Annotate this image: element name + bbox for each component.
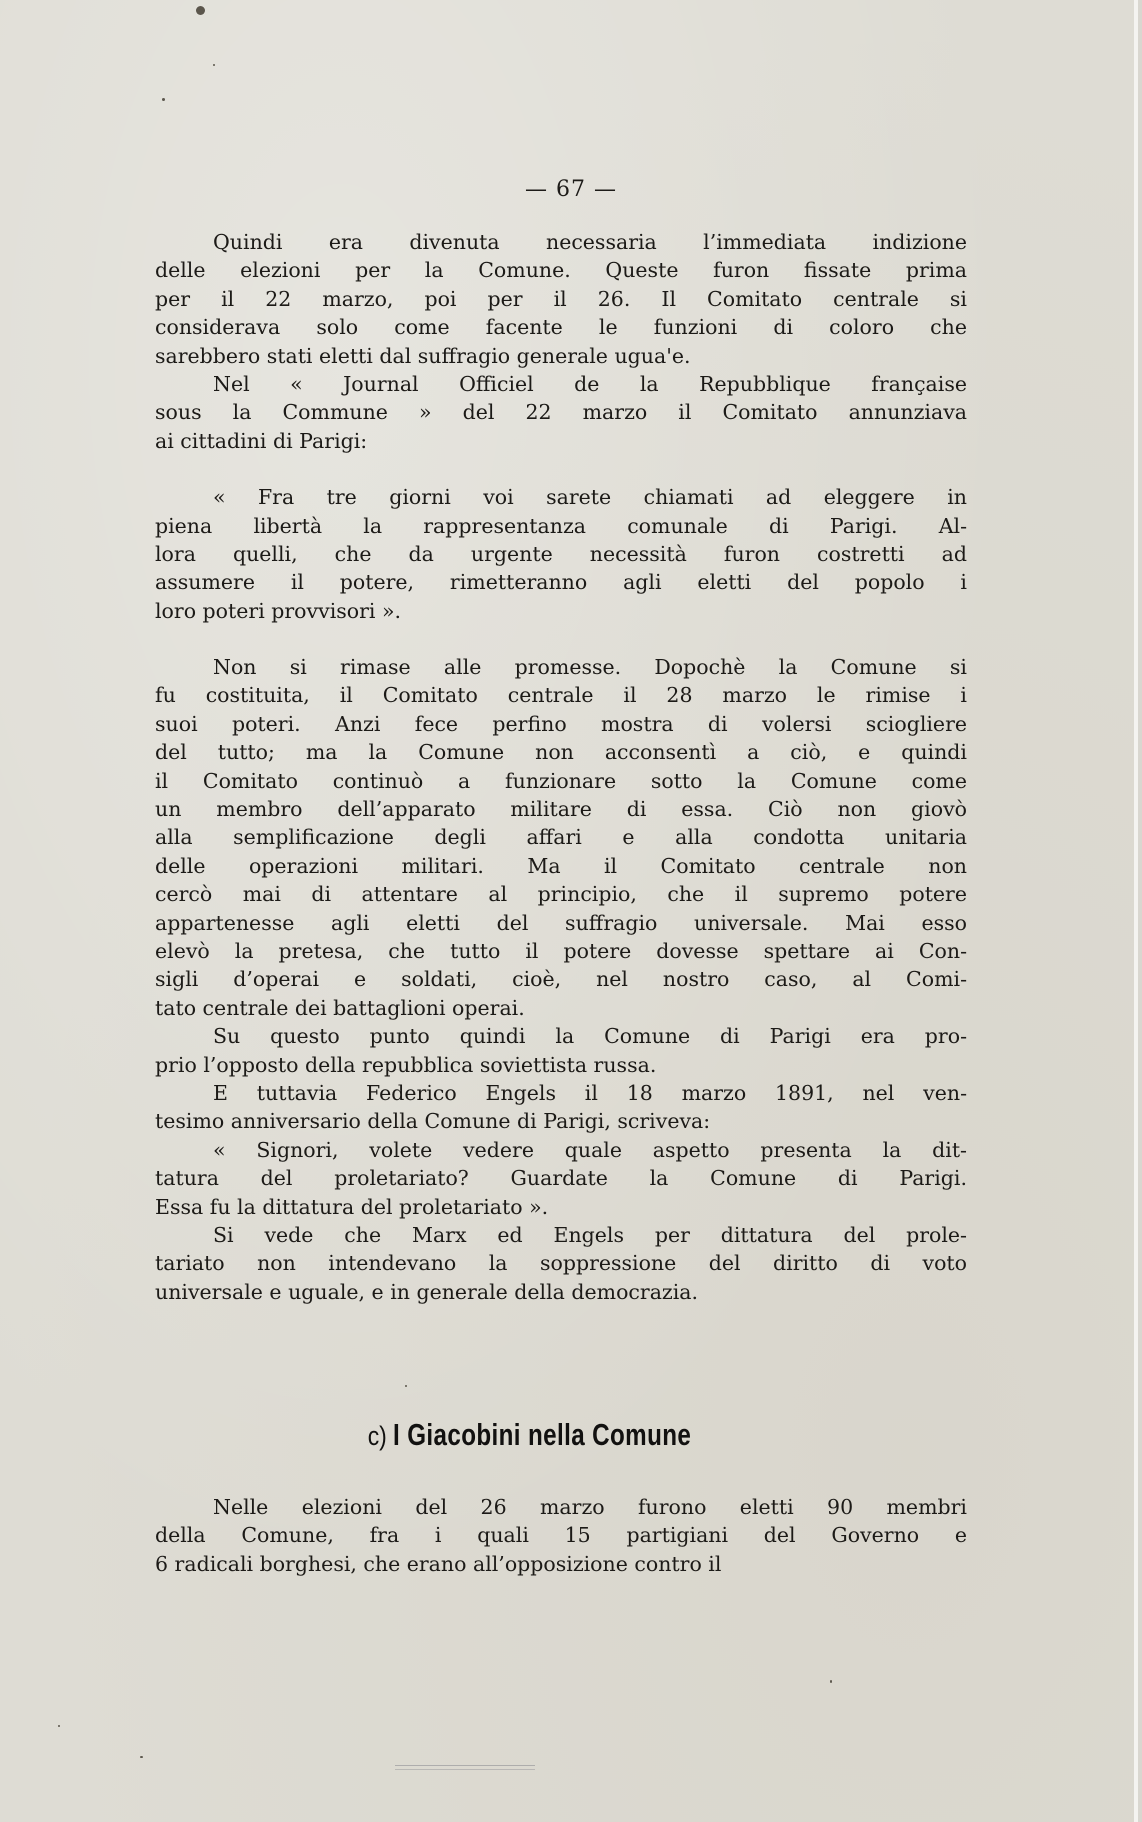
text-line: piena libertà la rappresentanza comunale di Parigi. Al- xyxy=(155,513,967,538)
section-heading-prefix: c) xyxy=(368,1421,388,1451)
text-line: sous la Commune » del 22 marzo il Comitato annunziava xyxy=(155,400,967,425)
text-line: alla semplificazione degli affari e alla condotta unitaria xyxy=(155,825,967,850)
paragraph xyxy=(155,1221,967,1306)
paragraph xyxy=(155,653,967,1022)
paper-speck xyxy=(830,1680,832,1683)
text-line: E tuttavia Federico Engels il 18 marzo 1891, nel ven- xyxy=(213,1080,967,1105)
text-line: per il 22 marzo, poi per il 26. Il Comitato centrale si xyxy=(155,286,967,311)
pencil-mark xyxy=(395,1765,535,1770)
paper-speck xyxy=(58,1725,60,1727)
paper-speck xyxy=(140,1756,143,1758)
paragraph xyxy=(155,483,967,625)
text-line: tesimo anniversario della Comune di Parigi, scriveva: xyxy=(155,1109,711,1134)
text-line: lora quelli, che da urgente necessità furon costretti ad xyxy=(155,541,967,566)
text-line: prio l’opposto della repubblica soviettista russa. xyxy=(155,1052,657,1077)
text-line: delle operazioni militari. Ma il Comitato centrale non xyxy=(155,853,967,878)
text-line: della Comune, fra i quali 15 partigiani del Governo e xyxy=(155,1523,967,1548)
text-line: Si vede che Marx ed Engels per dittatura del prole- xyxy=(213,1222,967,1247)
text-line: del tutto; ma la Comune non acconsentì a ciò, e quindi xyxy=(155,740,967,765)
text-line: considerava solo come facente le funzioni di coloro che xyxy=(155,315,967,340)
text-line: assumere il potere, rimetteranno agli eletti del popolo i xyxy=(155,570,967,595)
text-line: loro poteri provvisori ». xyxy=(155,598,402,623)
text-line: cercò mai di attentare al principio, che il supremo potere xyxy=(155,882,967,907)
section-heading-title: I Giacobini nella Comune xyxy=(393,1417,692,1452)
text-line: il Comitato continuò a funzionare sotto la Comune come xyxy=(155,768,967,793)
text-line: elevò la pretesa, che tutto il potere dovesse spettare ai Con- xyxy=(155,938,967,963)
section-body-text xyxy=(155,1493,967,1578)
paper-speck xyxy=(405,1385,407,1387)
paragraph xyxy=(155,1136,967,1221)
text-line: « Signori, volete vedere quale aspetto presenta la dit- xyxy=(213,1137,967,1162)
text-line: suoi poteri. Anzi fece perfino mostra di volersi sciogliere xyxy=(155,711,967,736)
text-line: 6 radicali borghesi, che erano all’opposizione contro il xyxy=(155,1551,722,1576)
paragraph xyxy=(155,1079,967,1136)
text-line: tariato non intendevano la soppressione del diritto di voto xyxy=(155,1251,967,1276)
section-heading xyxy=(0,1417,1142,1453)
paragraph-spacer xyxy=(155,455,967,483)
text-line: un membro dell’apparato militare di essa. Ciò non giovò xyxy=(155,797,967,822)
paper-speck xyxy=(196,6,205,15)
text-line: sigli d’operai e soldati, cioè, nel nostro caso, al Comi- xyxy=(155,967,967,992)
text-line: appartenesse agli eletti del suffragio universale. Mai esso xyxy=(155,910,967,935)
body-text xyxy=(155,228,967,1306)
text-line: fu costituita, il Comitato centrale il 28 marzo le rimise i xyxy=(155,683,967,708)
text-line: sarebbero stati eletti dal suffragio generale ugua'e. xyxy=(155,343,691,368)
paper-speck xyxy=(213,64,215,66)
text-line: delle elezioni per la Comune. Queste furon fissate prima xyxy=(155,258,967,283)
paragraph xyxy=(155,1022,967,1079)
text-line: Non si rimase alle promesse. Dopochè la Comune si xyxy=(213,655,967,680)
text-line: universale e uguale, e in generale della democrazia. xyxy=(155,1279,699,1304)
text-line: Essa fu la dittatura del proletariato ». xyxy=(155,1194,549,1219)
paragraph-spacer xyxy=(155,625,967,653)
paper-speck xyxy=(162,98,165,101)
paragraph xyxy=(155,228,967,370)
paragraph xyxy=(155,1493,967,1578)
text-line: « Fra tre giorni voi sarete chiamati ad eleggere in xyxy=(213,485,967,510)
page-number: — 67 — xyxy=(525,177,617,202)
text-line: tato centrale dei battaglioni operai. xyxy=(155,995,525,1020)
paragraph xyxy=(155,370,967,455)
page-edge xyxy=(1134,0,1138,1822)
text-line: Nelle elezioni del 26 marzo furono eletti 90 membri xyxy=(213,1495,967,1519)
text-line: tatura del proletariato? Guardate la Comune di Parigi. xyxy=(155,1166,967,1191)
text-line: Quindi era divenuta necessaria l’immediata indizione xyxy=(213,230,967,254)
text-line: Su questo punto quindi la Comune di Parigi era pro- xyxy=(213,1024,967,1049)
text-line: ai cittadini di Parigi: xyxy=(155,428,368,453)
text-line: Nel « Journal Officiel de la Repubblique française xyxy=(213,371,967,396)
